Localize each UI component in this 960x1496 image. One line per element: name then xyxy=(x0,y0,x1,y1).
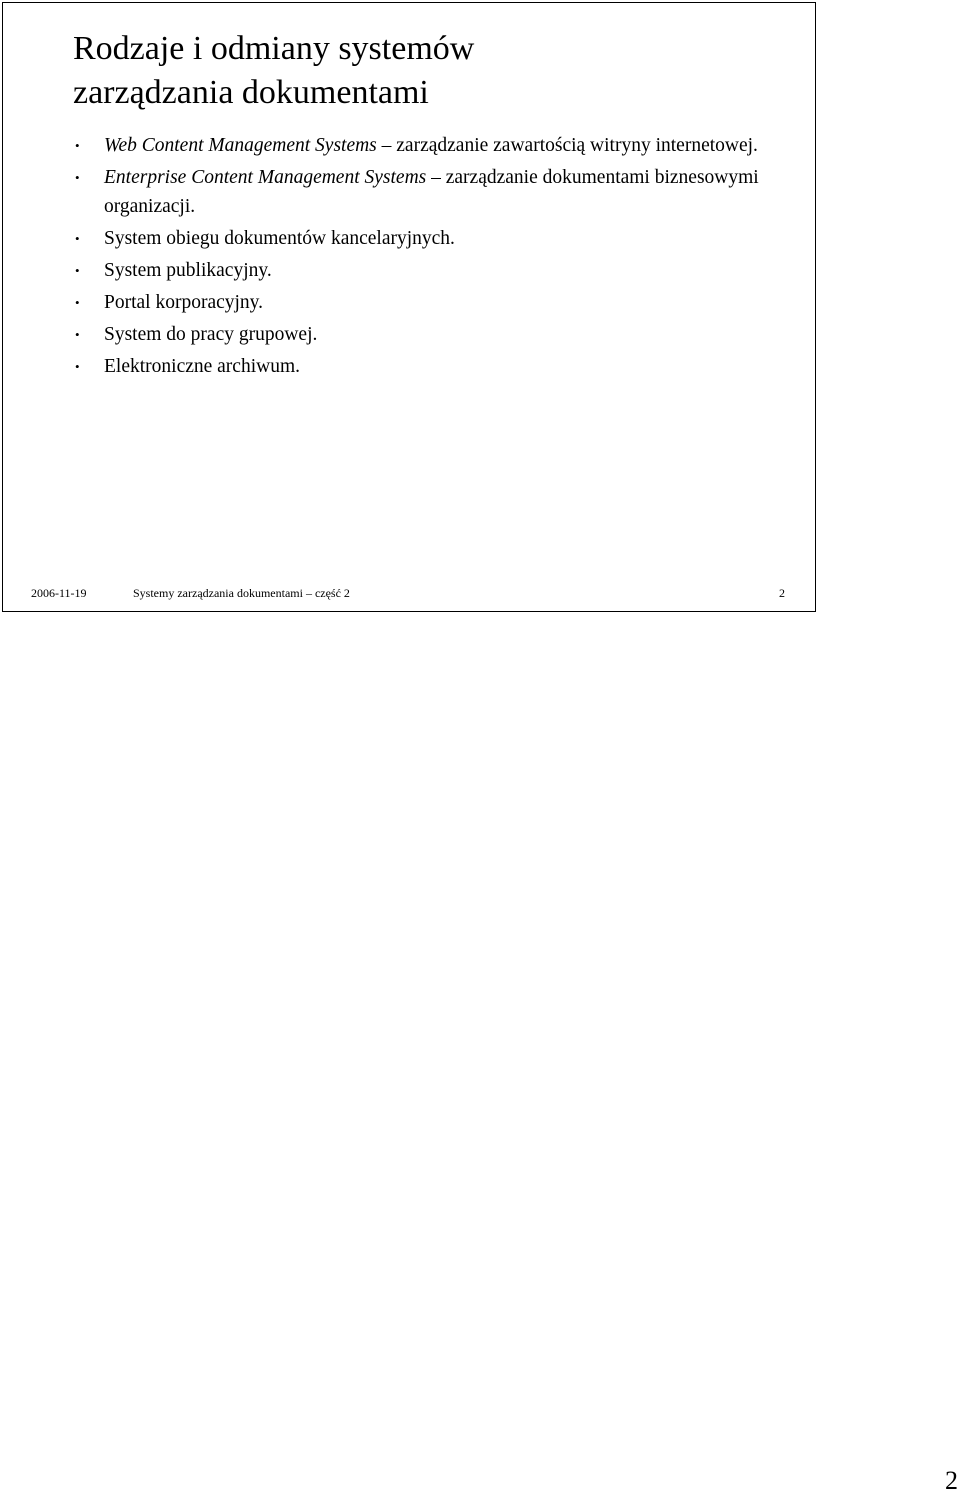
bullet-term: Enterprise Content Management Systems xyxy=(104,167,427,188)
slide-title-line2: zarządzania dokumentami xyxy=(73,74,429,111)
bullet-item xyxy=(75,224,775,253)
bullet-item xyxy=(75,256,775,285)
bullet-item xyxy=(75,163,775,221)
bullet-dash: – xyxy=(376,135,397,156)
bullet-icon: • xyxy=(75,263,80,278)
slide-title xyxy=(73,27,773,115)
sheet-page-number: 2 xyxy=(945,1466,958,1495)
bullet-text: zarządzanie zawartością witryny internetowej. xyxy=(396,135,758,156)
bullet-icon: • xyxy=(75,359,80,374)
bullet-item xyxy=(75,320,775,349)
bullet-text: System publikacyjny. xyxy=(104,260,272,281)
bullet-item xyxy=(75,131,775,160)
bullet-dash: – xyxy=(426,167,446,188)
footer-page-number: 2 xyxy=(779,586,785,600)
bullet-text: Portal korporacyjny. xyxy=(104,292,264,313)
bullet-term: Web Content Management Systems xyxy=(104,135,377,156)
bullet-item xyxy=(75,288,775,317)
bullet-text: zarządzanie dokumentami biznesowymi organizacji. xyxy=(104,167,759,217)
bullet-text: Elektroniczne archiwum. xyxy=(104,356,300,377)
slide xyxy=(2,2,816,612)
bullet-list xyxy=(75,131,775,384)
bullet-icon: • xyxy=(75,295,80,310)
bullet-text: System do pracy grupowej. xyxy=(104,324,318,345)
bullet-icon: • xyxy=(75,170,80,185)
bullet-icon: • xyxy=(75,231,80,246)
footer-date: 2006-11-19 xyxy=(31,586,87,600)
bullet-text: System obiegu dokumentów kancelaryjnych. xyxy=(104,228,455,249)
bullet-item xyxy=(75,352,775,381)
bullet-icon: • xyxy=(75,138,80,153)
bullet-icon: • xyxy=(75,327,80,342)
footer-title: Systemy zarządzania dokumentami – część 2 xyxy=(133,586,350,600)
slide-title-line1: Rodzaje i odmiany systemów xyxy=(73,30,475,67)
